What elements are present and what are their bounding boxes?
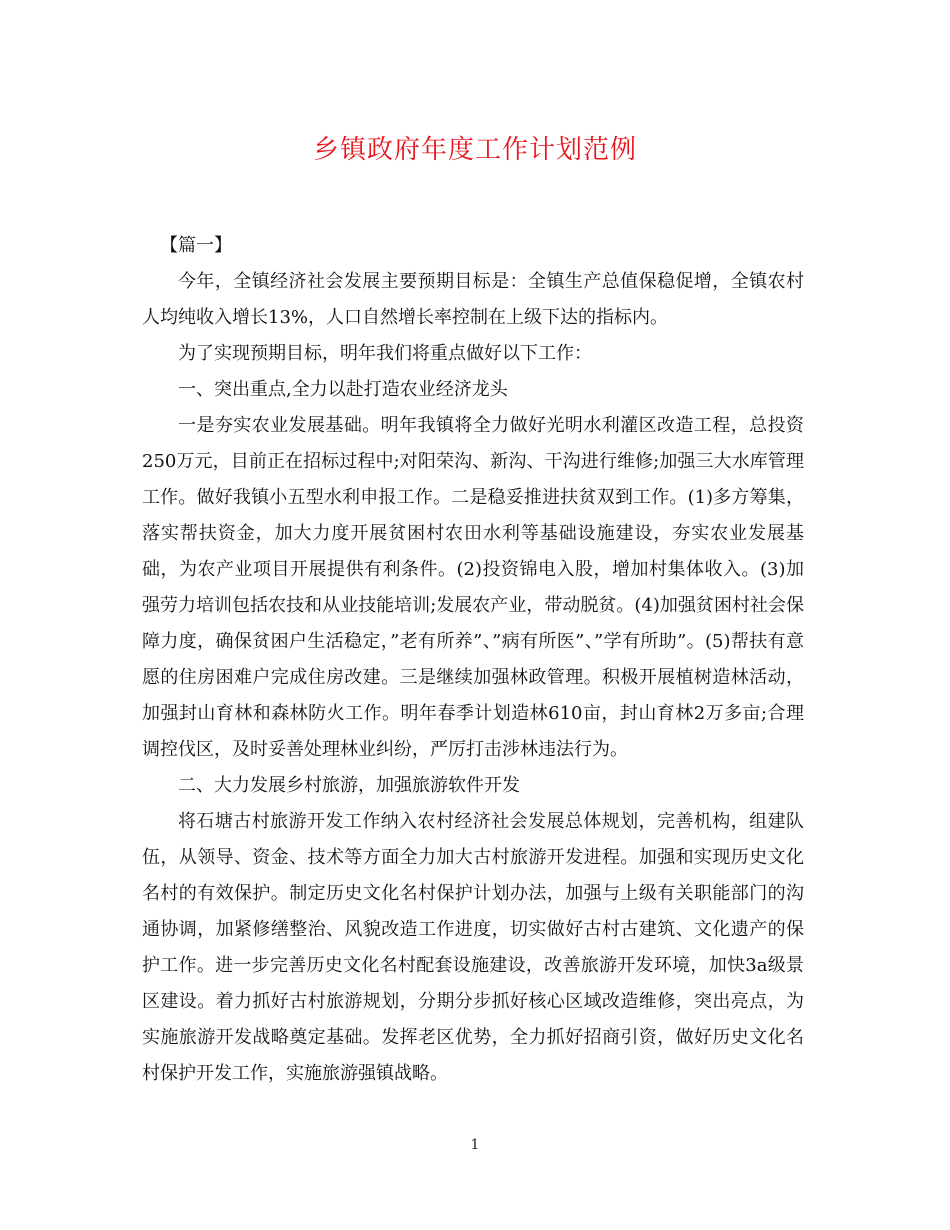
paragraph-intro: 为了实现预期目标，明年我们将重点做好以下工作： <box>178 343 592 364</box>
paragraph-agriculture: 一是夯实农业发展基础。明年我镇将全力做好光明水利灌区改造工程，总投资250万元，目前正在招标过程中;对阳荣沟、新沟、干沟进行维修;加强三大水库管理工作。做好我镇小五型水利申报工作。二是稳妥推进扶贫双到工作。(1)多方筹集，落实帮扶资金，加大力度开展贫困村农田水利等基础设施建设，夯实农业发展基础，为农产业项目开展提供有利条件。(2)投资锦电入股，增加村集体收入。(3)加强劳力培训包括农技和从业技能培训;发展农产业，带动脱贫。(4)加强贫困村社会保障力度，确保贫困户生活稳定，”老有所养”、”病有所医”、”学有所助”。(5)帮扶有意愿的住房困难户完成住房改建。三是继续加强林政管理。积极开展植树造林活动，加强封山育林和森林防火工作。明年春季计划造林610亩，封山育林2万多亩;合理调控伐区，及时妥善处理林业纠纷，严厉打击涉林违法行为。 <box>142 415 804 760</box>
document-title: 乡镇政府年度工作计划范例 <box>312 135 637 165</box>
heading-tourism: 二、大力发展乡村旅游，加强旅游软件开发 <box>178 775 520 796</box>
section-label: 【篇一】 <box>160 235 232 256</box>
paragraph-tourism: 将石塘古村旅游开发工作纳入农村经济社会发展总体规划，完善机构，组建队伍，从领导、资金、技术等方面全力加大古村旅游开发进程。加强和实现历史文化名村的有效保护。制定历史文化名村保护计划办法，加强与上级有关职能部门的沟通协调，加紧修缮整治、风貌改造工作进度，切实做好古村古建筑、文化遗产的保护工作。进一步完善历史文化名村配套设施建设，改善旅游开发环境，加快3a级景区建设。着力抓好古村旅游规划，分期分步抓好核心区域改造维修，突出亮点，为实施旅游开发战略奠定基础。发挥老区优势，全力抓好招商引资，做好历史文化名村保护开发工作，实施旅游强镇战略。 <box>142 811 804 1084</box>
page-number: 1 <box>470 1137 480 1153</box>
paragraph-targets: 今年，全镇经济社会发展主要预期目标是：全镇生产总值保稳促增，全镇农村人均纯收入增长13%，人口自然增长率控制在上级下达的指标内。 <box>142 271 804 328</box>
document-body <box>142 228 804 1092</box>
heading-agriculture: 一、突出重点,全力以赴打造农业经济龙头 <box>178 379 508 400</box>
